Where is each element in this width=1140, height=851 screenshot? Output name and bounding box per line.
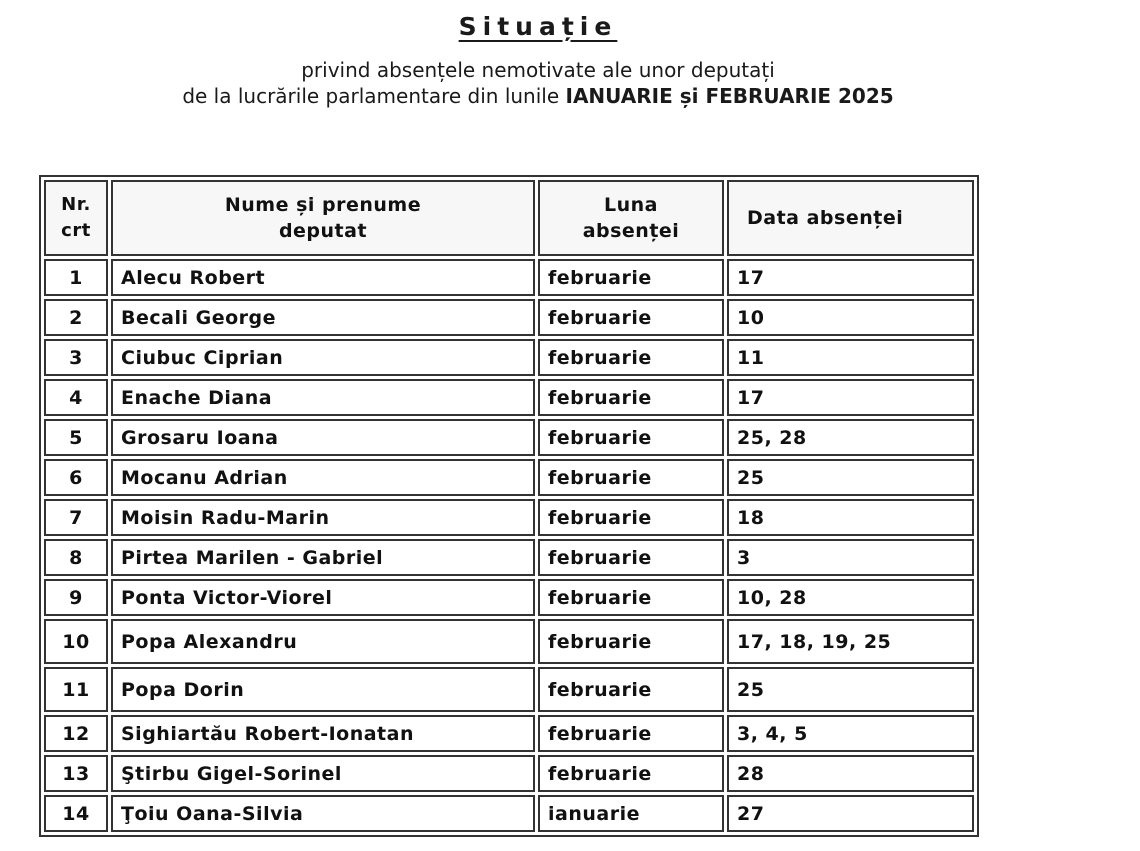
document-subtitle-line1: privind absențele nemotivate ale unor deputați [301,58,775,82]
cell-name: Grosaru Ioana [111,419,535,456]
cell-month: februarie [538,419,724,456]
table-row [44,339,974,376]
cell-dates: 17 [727,379,974,416]
cell-dates: 25, 28 [727,419,974,456]
cell-name: Ciubuc Ciprian [111,339,535,376]
table-row [44,379,974,416]
table-row [44,299,974,336]
cell-dates: 3, 4, 5 [727,715,974,752]
cell-month: februarie [538,619,724,664]
cell-month: februarie [538,715,724,752]
cell-month: februarie [538,755,724,792]
table-row [44,667,974,712]
cell-month: februarie [538,539,724,576]
cell-month: februarie [538,459,724,496]
cell-nr: 1 [44,259,108,296]
table-row [44,539,974,576]
table-row [44,795,974,832]
cell-month: februarie [538,667,724,712]
cell-nr: 5 [44,419,108,456]
table-row [44,259,974,296]
document-subtitle-line2 [0,84,1076,108]
cell-dates: 25 [727,667,974,712]
cell-month: februarie [538,259,724,296]
document-title: Situație [458,12,618,41]
cell-name: Alecu Robert [111,259,535,296]
cell-dates: 10, 28 [727,579,974,616]
cell-nr: 10 [44,619,108,664]
cell-dates: 17 [727,259,974,296]
cell-dates: 3 [727,539,974,576]
cell-name: Ţoiu Oana-Silvia [111,795,535,832]
cell-nr: 2 [44,299,108,336]
cell-nr: 9 [44,579,108,616]
cell-dates: 18 [727,499,974,536]
subtitle-line2-period: IANUARIE și FEBRUARIE 2025 [565,84,894,108]
cell-name: Popa Dorin [111,667,535,712]
header-month: Luna absenței [538,180,724,256]
cell-nr: 3 [44,339,108,376]
table-row [44,715,974,752]
header-nr: Nr. crt [44,180,108,256]
cell-name: Becali George [111,299,535,336]
table-row [44,755,974,792]
cell-nr: 4 [44,379,108,416]
cell-name: Popa Alexandru [111,619,535,664]
cell-name: Pirtea Marilen - Gabriel [111,539,535,576]
cell-nr: 14 [44,795,108,832]
cell-month: februarie [538,299,724,336]
table-row [44,499,974,536]
cell-dates: 17, 18, 19, 25 [727,619,974,664]
cell-dates: 28 [727,755,974,792]
cell-dates: 25 [727,459,974,496]
cell-month: februarie [538,379,724,416]
header-dates: Data absenței [727,180,974,256]
absences-table [39,175,979,837]
table-row [44,419,974,456]
cell-dates: 11 [727,339,974,376]
table-row [44,579,974,616]
table-header-row [44,180,974,256]
subtitle-line2-prefix: de la lucrările parlamentare din lunile [182,84,566,108]
table-row [44,619,974,664]
cell-nr: 8 [44,539,108,576]
cell-dates: 27 [727,795,974,832]
cell-nr: 7 [44,499,108,536]
cell-name: Sighiartău Robert-Ionatan [111,715,535,752]
cell-month: februarie [538,579,724,616]
cell-name: Mocanu Adrian [111,459,535,496]
cell-name: Ponta Victor-Viorel [111,579,535,616]
header-name: Nume și prenume deputat [111,180,535,256]
cell-month: februarie [538,499,724,536]
cell-nr: 13 [44,755,108,792]
cell-dates: 10 [727,299,974,336]
table-row [44,459,974,496]
cell-name: Enache Diana [111,379,535,416]
cell-nr: 11 [44,667,108,712]
cell-nr: 6 [44,459,108,496]
cell-month: februarie [538,339,724,376]
cell-month: ianuarie [538,795,724,832]
cell-name: Ştirbu Gigel-Sorinel [111,755,535,792]
cell-name: Moisin Radu-Marin [111,499,535,536]
cell-nr: 12 [44,715,108,752]
